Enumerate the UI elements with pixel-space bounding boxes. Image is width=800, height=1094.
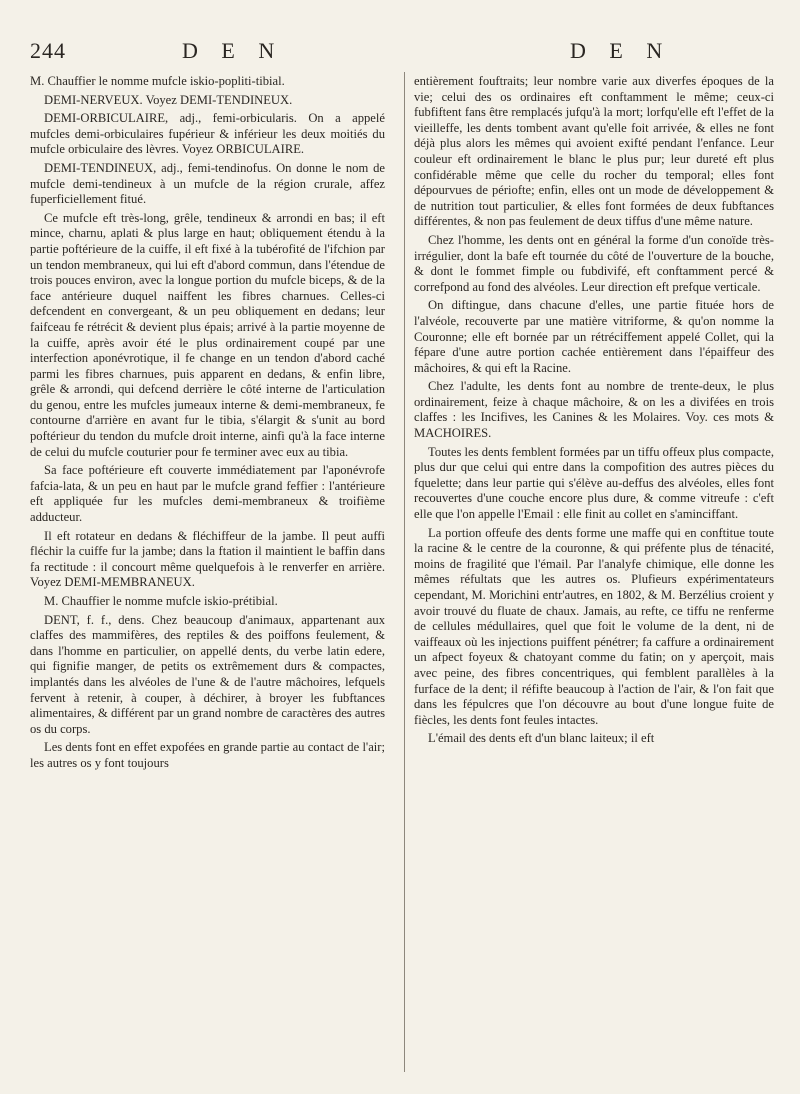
running-head-left: D E N bbox=[182, 38, 284, 63]
paragraph: Chez l'homme, les dents ont en général la forme d'un conoïde très-irrégulier, dont la bafe eft tournée du côté de l'ouverture de la bouche, & dont le fommet fimple ou fubdivifé, eft conftamment percé & correfpond au fond des alvéoles. Leur direction eft prefque verticale. bbox=[414, 232, 774, 294]
entry-demi-orbiculaire: DEMI-ORBICULAIRE, adj., femi-orbicularis. On a appelé mufcles demi-orbiculaires fupérieur & inférieur les deux moitiés du mufcle orbiculaire des lèvres. Voyez ORBICULAIRE. bbox=[30, 111, 385, 157]
entry-demi-tendineux: DEMI-TENDINEUX, adj., femi-tendinofus. On donne le nom de mufcle demi-tendineux à un mufcle de la région crurale, affez fuperficiellement fitué. bbox=[30, 160, 385, 207]
page-number: 244 bbox=[30, 38, 66, 63]
right-column bbox=[414, 74, 774, 750]
entry-dent: DENT, f. f., dens. Chez beaucoup d'animaux, appartenant aux claffes des mammifères, des reptiles & des poiffons feulement, & dans l'homme en particulier, on appellé dents, du verbe latin edere, qui fignifie manger, de petits os extrêmement durs & compactes, implantés dans les alvéoles de l'une & de l'autre mâchoires, lefquels fervent à retenir, à couper, à déchirer, à broyer les fubftances alimentaires, & différent par un grand nombre de caractères des autres os du corps. bbox=[30, 612, 385, 736]
paragraph: Sa face poftérieure eft couverte immédiatement par l'aponévrofe fafcia-lata, & un peu en haut par le mufcle grand feffier : l'antérieure eft appliquée fur les mufcles demi-membraneux & troifième adducteur. bbox=[30, 463, 385, 525]
paragraph: Ce mufcle eft très-long, grêle, tendineux & arrondi en bas; il eft mince, charnu, aplati & plus large en haut; obliquement étendu à la partie poftérieure de la cuiffe, il eft fixé à la tubérofité de l'ifchion par un tendon membraneux, qui lui eft d'abord commun, dans l'étendue de trois pouces environ, avec la longue portion du mufcle biceps, & de la face antérieure duquel naiffent les fibres charnues. Celles-ci defcendent en convergeant, & un peu obliquement en dedans; leur faifceau fe rétrécit & devient plus épais; arrivé à la partie moyenne de la cuiffe, après avoir été le plus ordinairement coupé par une interfection aponévrotique, il fe change en un tendon d'abord caché parmi les fibres charnues, puis apparent en dedans, & enfin libre, grêle & arrondi, qui defcend derrière le côté interne de l'articulation du genou, entre les mufcles jumeaux interne & demi-membraneux, fe contourne d'arrière en avant fur le tibia, s'élargit & s'unit au bord poftérieur du tendon du mufcle droit interne, ainfi qu'à la face interne de celui du mufcle couturier pour fe terminer avec eux au tibia. bbox=[30, 210, 385, 459]
paragraph: La portion offeufe des dents forme une maffe qui en conftitue toute la racine & le centre de la couronne, & qui préfente plus de ténacité, moins de fragilité que l'émail. Par l'analyfe chimique, elle donne les mêmes réfultats que les autres os. Plufieurs expérimentateurs cependant, M. Morichini entr'autres, en 1802, & M. Berzélius croient y avoir trouvé du fluate de chaux. Jamais, au refte, ce tiffu ne renferme de cellules médullaires, quel que foit le volume de la dent, ni de vaiffeaux où les injections puiffent pénétrer; fa caffure a ordinairement un afpect foyeux & chatoyant comme du fatin; on y aperçoit, mais avec peine, des fibres concentriques, qui femblent parallèles à la furface de la dent; il réfifte beaucoup à l'action de l'air, & l'on fait que dans les fépulcres que l'on découvre au bout d'une longue fuite de fiècles, les dents font feules intactes. bbox=[414, 525, 774, 727]
paragraph: L'émail des dents eft d'un blanc laiteux; il eft bbox=[428, 731, 655, 746]
paragraph: Chez l'adulte, les dents font au nombre de trente-deux, le plus ordinairement, feize à chaque mâchoire, & on les a divifées en trois claffes : les Incifives, les Canines & les Molaires. Voy. ces mots & MACHOIRES. bbox=[414, 379, 774, 441]
paragraph: Toutes les dents femblent formées par un tiffu offeux plus compacte, plus dur que celui qui entre dans la compofition des autres pièces du fquelette; dans leur partie qui s'élève au-deffus des alvéoles, elles font recouvertes d'une couche encore plus dure, & comme vitreufe : c'eft elle que l'on appelle l'Email : elle finit au collet en s'aminciffant. bbox=[414, 444, 774, 522]
column-divider bbox=[404, 72, 405, 1072]
entry-demi-nerveux: DEMI-NERVEUX. Voyez DEMI-TENDINEUX. bbox=[44, 92, 293, 107]
paragraph: On diftingue, dans chacune d'elles, une partie fituée hors de l'alvéole, recouverte par une matière vitriforme, & qu'on nomme la Couronne; elle eft bornée par un rétréciffement appelé Collet, qui la fépare d'une autre portion cachée entièrement dans l'épaiffeur des mâchoires, & qui eft la Racine. bbox=[414, 298, 774, 375]
paragraph: Les dents font en effet expofées en grande partie au contact de l'air; les autres os y font toujours bbox=[30, 740, 385, 770]
paragraph: M. Chauffier le nomme mufcle iskio-prétibial. bbox=[44, 594, 278, 608]
left-column bbox=[30, 74, 385, 775]
paragraph: Il eft rotateur en dedans & fléchiffeur de la jambe. Il peut auffi fléchir la cuiffe fur la jambe; dans la ftation il maintient le baffin dans fa rectitude : il concourt même quelquefois à le renverfer en arrière. Voyez DEMI-MEMBRANEUX. bbox=[30, 528, 385, 590]
paragraph: M. Chauffier le nomme mufcle iskio-popliti-tibial. bbox=[30, 74, 285, 88]
running-head-right: D E N bbox=[570, 38, 672, 63]
paragraph: entièrement fouftraits; leur nombre varie aux diverfes époques de la vie; celui des os ordinaires eft conftamment le même; ceux-ci fubfiftent fans être remplacés jufqu'à la mort; lorfqu'elle eft l'effet de la vieilleffe, les dents tombent avant qu'elle foit arrivée, & elles ne font déjà plus alors les mêmes qui avoient exifté pendant l'enfance. Leur couleur eft ordinairement le blanc le plus pur; leur dureté eft plus confidérable même que celle du rocher du temporal; elles font dépourvues de périofte; enfin, elles ont un mode de développement & de nutrition tout particulier, & elles font formées de deux fubftances différentes, & non pas feulement de deux tiffus d'une même nature. bbox=[414, 74, 774, 229]
